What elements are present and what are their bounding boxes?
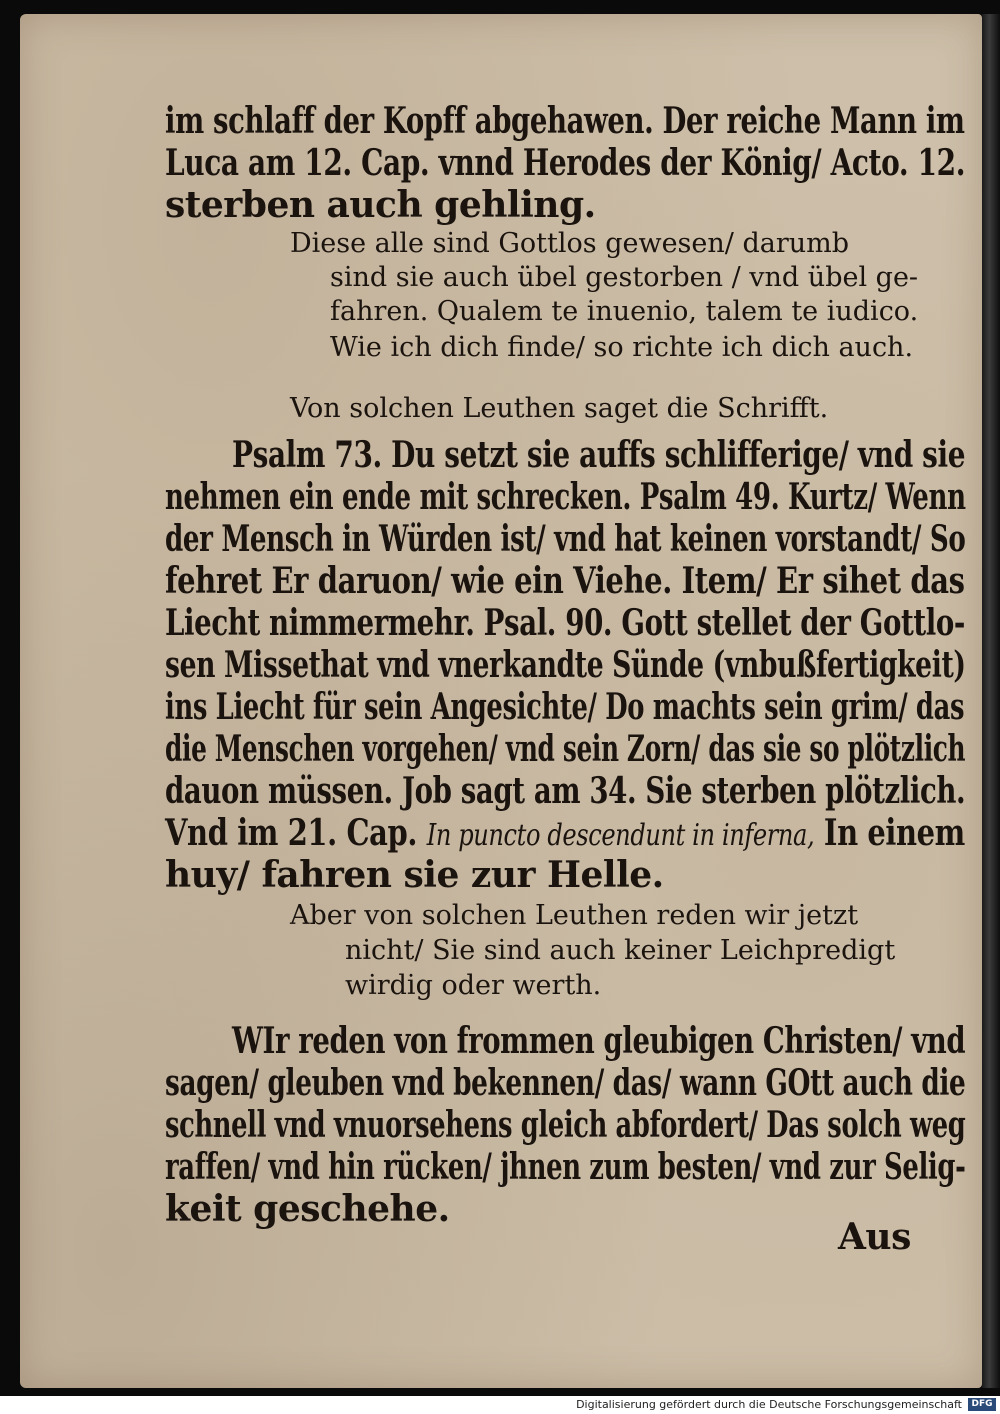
text-line: Wie ich dich finde/ so richte ich dich auch. — [330, 332, 914, 363]
text-line: raffen/ vnd hin rücken/ jhnen zum besten/ vnd zur Selig- — [165, 1146, 966, 1188]
text-line: schnell vnd vnuorsehens gleich abfordert/ Das solch weg — [165, 1104, 966, 1146]
text-line: nehmen ein ende mit schrecken. Psalm 49. Kurtz/ Wenn — [165, 476, 966, 518]
line-start: Vnd im 21. Cap. — [165, 812, 418, 854]
page-edge — [982, 14, 1000, 1388]
text-line: wirdig oder werth. — [345, 970, 602, 1001]
funding-credit: Digitalisierung gefördert durch die Deutsche Forschungsgemeinschaft — [576, 1398, 962, 1411]
text-line: nicht/ Sie sind auch keiner Leichpredigt — [345, 935, 896, 966]
text-line: sind sie auch übel gestorben / vnd übel ge- — [330, 262, 919, 293]
latin-phrase: In puncto descendunt in inferna, — [426, 818, 815, 853]
section-heading: Von solchen Leuthen saget die Schrifft. — [290, 393, 829, 424]
line-end: In einem — [823, 812, 965, 854]
text-line: sagen/ gleuben vnd bekennen/ das/ wann GOtt auch die — [165, 1062, 966, 1104]
text-line: keit geschehe. — [165, 1188, 450, 1230]
text-line: fahren. Qualem te inuenio, talem te iudico. — [330, 296, 919, 327]
text-line: ins Liecht für sein Angesichte/ Do machts sein grim/ das — [165, 686, 965, 728]
dfg-logo: DFG — [968, 1398, 996, 1411]
text-line: sen Missethat vnd vnerkandte Sünde (vnbußfertigkeit) — [165, 644, 966, 686]
text-line: huy/ fahren sie zur Helle. — [165, 854, 664, 896]
text-line: Psalm 73. Du setzt sie auffs schlifferige/ vnd sie — [232, 434, 966, 476]
text-line-with-latin — [165, 812, 965, 854]
text-line: WIr reden von frommen gleubigen Christen/ vnd — [232, 1020, 966, 1062]
text-line: im schlaff der Kopff abgehawen. Der reiche Mann im — [165, 100, 965, 142]
text-line: dauon müssen. Job sagt am 34. Sie sterben plötzlich. — [165, 770, 966, 812]
text-line: sterben auch gehling. — [165, 184, 596, 226]
footer-bar — [0, 1396, 1000, 1414]
text-line: fehret Er daruon/ wie ein Viehe. Item/ Er sihet das — [165, 560, 965, 602]
text-line: Diese alle sind Gottlos gewesen/ darumb — [290, 228, 850, 259]
text-line: Liecht nimmermehr. Psal. 90. Gott stellet der Gottlo- — [165, 602, 965, 644]
text-line: die Menschen vorgehen/ vnd sein Zorn/ das sie so plötzlich — [165, 728, 966, 770]
text-line: der Mensch in Würden ist/ vnd hat keinen vorstandt/ So — [165, 518, 966, 560]
text-line: Luca am 12. Cap. vnnd Herodes der König/ Acto. 12. — [165, 142, 966, 184]
catchword: Aus — [838, 1216, 911, 1258]
text-line: Aber von solchen Leuthen reden wir jetzt — [290, 900, 859, 931]
